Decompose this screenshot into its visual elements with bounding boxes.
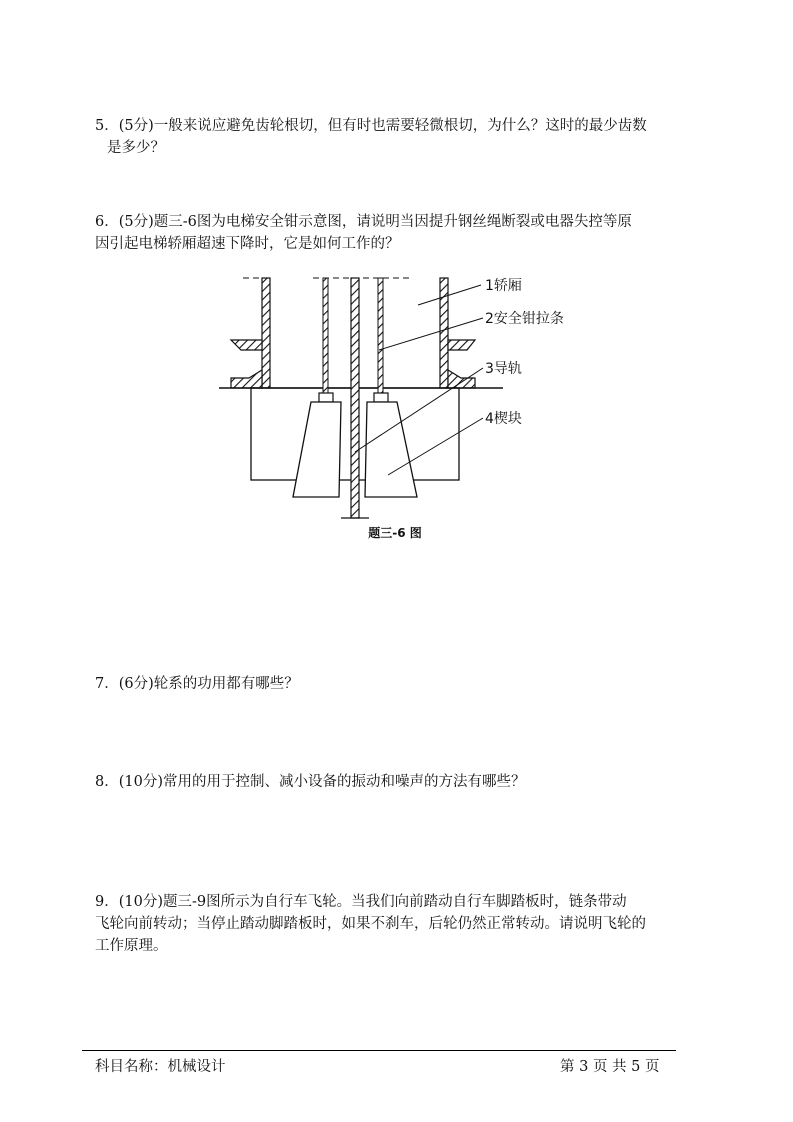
- question-5: [95, 115, 710, 159]
- question-9-line-2: 飞轮向前转动；当停止踏动脚踏板时，如果不刹车，后轮仍然正常转动。请说明飞轮的: [95, 916, 646, 932]
- label-car: 1轿厢: [485, 278, 522, 294]
- footer-subject: 科目名称：机械设计: [95, 1059, 226, 1075]
- question-5-line-2: 是多少？: [107, 140, 165, 156]
- question-9-line-1: 9．(10分)题三-9图所示为自行车飞轮。当我们向前踏动自行车脚踏板时，链条带动: [95, 894, 627, 910]
- question-6: [95, 211, 710, 255]
- question-8-line-1: 8．(10分)常用的用于控制、减小设备的振动和噪声的方法有哪些？: [95, 774, 526, 790]
- question-6-line-2: 因引起电梯轿厢超速下降时，它是如何工作的？: [95, 236, 400, 252]
- right-wall: [440, 278, 475, 388]
- elevator-safety-gear-figure: [213, 272, 593, 522]
- question-5-line-1: 5．(5分)一般来说应避免齿轮根切，但有时也需要轻微根切，为什么？这时的最少齿数: [95, 118, 647, 134]
- question-8: [95, 771, 710, 793]
- figure-caption: 题三-6 图: [368, 526, 422, 540]
- footer-page-number: 第 3 页 共 5 页: [560, 1059, 660, 1075]
- left-wall: [231, 278, 270, 388]
- label-guide-rail: 3导轨: [485, 361, 522, 377]
- question-9: [95, 891, 710, 957]
- question-7: [95, 673, 710, 695]
- question-7-line-1: 7．(6分)轮系的功用都有哪些？: [95, 676, 299, 692]
- footer-divider: [82, 1050, 676, 1051]
- label-pull-rod: 2安全钳拉条: [485, 311, 564, 327]
- question-9-line-3: 工作原理。: [95, 938, 168, 954]
- question-6-line-1: 6．(5分)题三-6图为电梯安全钳示意图，请说明当因提升钢丝绳断裂或电器失控等原: [95, 214, 632, 230]
- label-wedge: 4楔块: [485, 411, 522, 427]
